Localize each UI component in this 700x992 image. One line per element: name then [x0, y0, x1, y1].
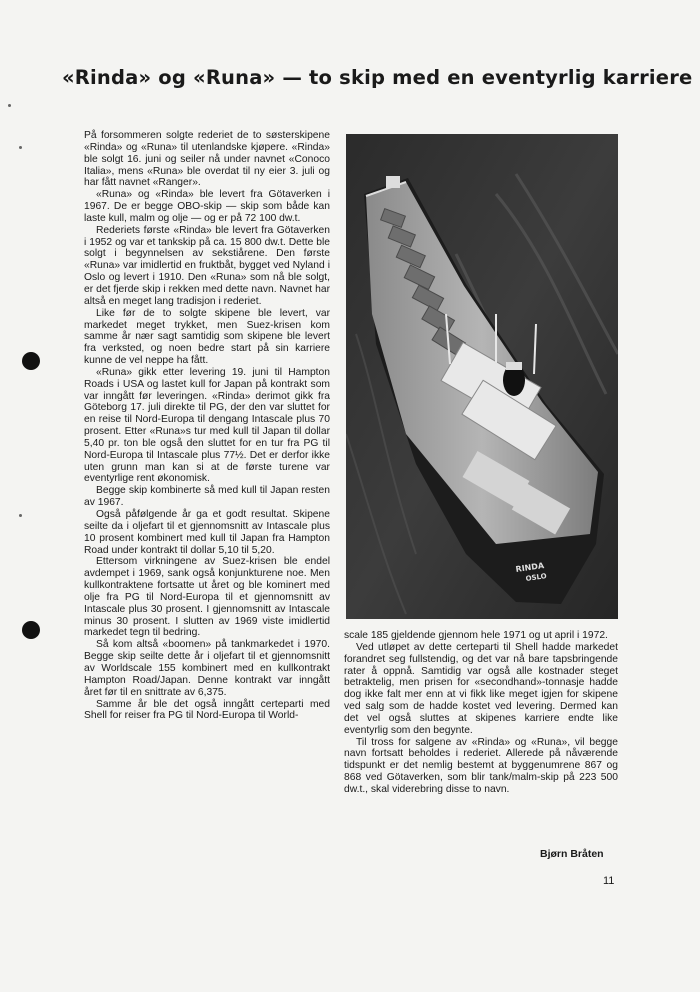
ship-photo [346, 134, 618, 619]
paper-speck [19, 514, 22, 517]
paragraph: Til tross for salgene av «Rinda» og «Runa», vil begge navn fortsatt beholdes i rederiet. Allerede på nåværende tidspunkt er det nemlig bestemt at byggenumrene 867 og 868 ved Götaverken, som blir tank/malm-skip på 223 500 dw.t., skal viderebring disse to navn. [344, 736, 618, 795]
page-number: 11 [603, 875, 615, 887]
hull-name-label: RINDA [515, 561, 545, 574]
paragraph: Så kom altså «boomen» på tankmarkedet i 1970. Begge skip seilte dette år i oljefart til et gjennomsnitt av Worldscale 155 kombinert med en kullkontrakt Hampton Road/Japan. Denne kontrakt var inngått året før til en snittrate av 6,375. [84, 639, 330, 698]
author-byline: Bjørn Bråten [540, 848, 604, 860]
paragraph: Ved utløpet av dette certeparti til Shell hadde markedet forandret seg fullstendig, og det var nå bare tapsbringende rater å oppnå. Samtidig var også alle kostnader steget betraktelig, men prisen for «secondhand»-tonnasje hadde dog ikke falt mer enn at vi fikk like meget igjen for skipene ved salg som de hadde kostet ved levering. Dermed kan det vel også sluttes at skipenes karriere endte like eventyrlig som den begynte. [344, 641, 618, 736]
paper-speck [8, 104, 11, 107]
paragraph: På forsommeren solgte rederiet de to søsterskipene «Rinda» og «Runa» til utenlandske kjøpere. «Rinda» ble solgt 16. juni og seiler nå under navnet «Conoco Italia», mens «Runa» ble overdat til ny eier 3. juli og har fått navnet «Ranger». [84, 130, 330, 189]
hull-port-label: OSLO [525, 572, 548, 583]
paragraph: Like før de to solgte skipene ble levert, var markedet meget trykket, men Suez-krisen kom samme år nær sagt samtidig som skipene ble levert fra verksted, og noen bedre start på sin karriere kunne de vel neppe ha fått. [84, 307, 330, 367]
paragraph: Ettersom virkningene av Suez-krisen ble endel avdempet i 1969, sank også konjunkturene noe. Men kullkontraktene fortsatte ut året og ble kominert med olje fra PG til Nord-Europa til et gjennomsnitt av Intascale plus 30 prosent. I gjennomsnitt av Intascale minus 30 prosent. I slutten av 1969 viste imidlertid markedet tegn til bedring. [84, 556, 330, 639]
paragraph: Samme år ble det også inngått certeparti med Shell for reiser fra PG til Nord-Europa til World- [84, 698, 330, 722]
right-column [344, 630, 618, 796]
paragraph: «Runa» og «Rinda» ble levert fra Götaverken i 1967. De er begge OBO-skip — skip som både kan laste kull, malm og olje — og er på 72 100 dw.t. [84, 189, 330, 224]
paper-speck [19, 146, 22, 149]
paragraph: «Runa» gikk etter levering 19. juni til Hampton Roads i USA og lastet kull for Japan på kontrakt som var inngått før leveringen. «Rinda» derimot gikk fra Göteborg 17. juli direkte til PG, der den var sluttet for en reise til Nord-Europa til dengang Intascale plus 70 prosent. Etter «Runa»s tur med kull til Japan til dollar 5,40 pr. ton ble også den sluttet for en tur fra PG til Nord-Europa til Intascale plus 77½. Det er derfor ikke uten grunn man kan si at de første turene var eventyrlige rent økonomisk. [84, 366, 330, 485]
binder-hole [22, 352, 40, 370]
paragraph: Begge skip kombinerte så med kull til Japan resten av 1967. [84, 485, 330, 509]
paragraph: scale 185 gjeldende gjennom hele 1971 og ut april i 1972. [344, 630, 608, 641]
article-title: «Rinda» og «Runa» — to skip med en eventyrlig karriere [62, 66, 693, 89]
binder-hole [22, 621, 40, 639]
left-column [84, 130, 330, 722]
paragraph: Også påfølgende år ga et godt resultat. Skipene seilte da i oljefart til et gjennomsnitt av Intascale plus 10 prosent kombinert med kull til Japan fra Hampton Road under kontrakt til dollar 5,10 til 5,20. [84, 509, 330, 556]
paragraph: Rederiets første «Rinda» ble levert fra Götaverken i 1952 og var et tankskip på ca. 15 800 dw.t. Dette ble solgt i begynnelsen av sekstiårene. Den første «Runa» var imidlertid en fruktbåt, bygget ved Nyland i Oslo og levert i 1910. Den «Runa» som nå ble solgt, er det fjerde skip i rekken med dette navn. Navnet har altså en meget lang tradisjon i rederiet. [84, 224, 330, 307]
